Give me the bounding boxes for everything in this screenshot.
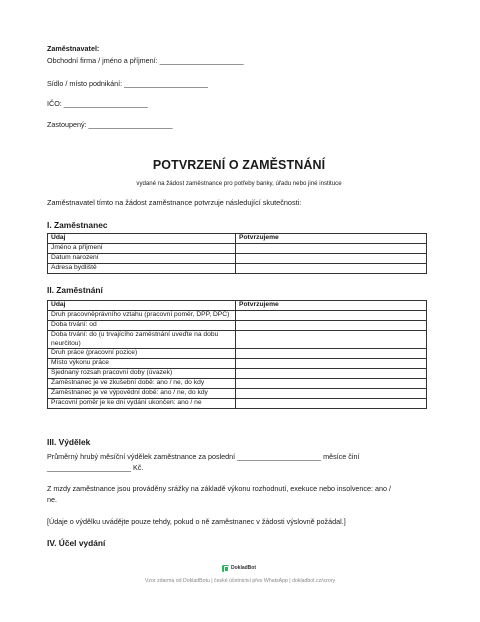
ico-line: IČO: _____________________ (47, 99, 148, 108)
row-value-cell (236, 331, 427, 349)
employee-table (47, 233, 427, 274)
row-label: Adresa bydliště (48, 264, 236, 274)
table-row (48, 349, 427, 359)
seat-line: Sídlo / místo podnikání: _____________________ (47, 79, 209, 88)
section-3-heading: III. Výdělek (47, 437, 91, 447)
table-row (48, 321, 427, 331)
row-value-cell (236, 389, 427, 399)
table-row (48, 264, 427, 274)
section-4-heading: IV. Účel vydání (47, 538, 106, 548)
column-header-field: Údaj (48, 234, 236, 244)
table-row (48, 389, 427, 399)
row-label: Druh práce (pracovní pozice) (48, 349, 236, 359)
row-label: Pracovní poměr je ke dni vydání ukončen: ano / ne (48, 399, 236, 409)
employer-label: Zaměstnavatel: (47, 44, 100, 53)
row-value-cell (236, 379, 427, 389)
brand-badge (222, 563, 256, 573)
company-name-line: Obchodní firma / jméno a příjmení: _____________________ (47, 56, 244, 65)
section-1-heading: I. Zaměstnanec (47, 220, 108, 230)
row-label: Doba trvání: od (48, 321, 236, 331)
brand-name: DokladBot (231, 565, 256, 571)
table-row (48, 331, 427, 349)
deductions-line-2: ne. (47, 495, 57, 504)
row-label: Jméno a příjmení (48, 244, 236, 254)
column-header-field: Údaj (48, 301, 236, 311)
row-value-cell (236, 254, 427, 264)
row-label: Místo výkonu práce (48, 359, 236, 369)
salary-line-2: _____________________ Kč. (47, 463, 144, 472)
row-label: Druh pracovněprávního vztahu (pracovní poměr, DPP, DPČ) (48, 311, 236, 321)
column-header-confirm: Potvrzujeme (236, 301, 427, 311)
table-row (48, 244, 427, 254)
salary-paragraph (47, 451, 431, 473)
row-label: Zaměstnanec je ve zkušební době: ano / ne, do kdy (48, 379, 236, 389)
table-row (48, 379, 427, 389)
salary-note: [Údaje o výdělku uvádějte pouze tehdy, pokud o ně zaměstnanec v žádosti výslovně požádal.] (47, 517, 346, 526)
row-value-cell (236, 311, 427, 321)
salary-line-1: Průměrný hrubý měsíční výdělek zaměstnance za poslední _____________________ měsíce činí (47, 452, 360, 461)
document-subtitle: vydané na žádost zaměstnance pro potřeby banky, úřadu nebo jiné instituce (136, 180, 342, 187)
represented-line: Zastoupený: _____________________ (47, 120, 173, 129)
table-row (48, 399, 427, 409)
row-label: Doba trvání: do (u trvajícího zaměstnání uveďte na dobu neurčitou) (48, 331, 236, 349)
table-row (48, 311, 427, 321)
row-value-cell (236, 399, 427, 409)
row-value-cell (236, 349, 427, 359)
row-value-cell (236, 369, 427, 379)
row-label: Sjednaný rozsah pracovní doby (úvazek) (48, 369, 236, 379)
row-label: Datum narození (48, 254, 236, 264)
footer-text: Vzor zdarma od DokladBotu | české účetnictví přes WhatsApp | dokladbot.cz/vzory (144, 578, 336, 584)
table-header-row (48, 301, 427, 311)
intro-text: Zaměstnavatel tímto na žádost zaměstnance potvrzuje následující skutečnosti: (47, 198, 302, 207)
table-header-row (48, 234, 427, 244)
deductions-paragraph (47, 483, 431, 505)
column-header-confirm: Potvrzujeme (236, 234, 427, 244)
row-value-cell (236, 244, 427, 254)
section-2-heading: II. Zaměstnání (47, 285, 103, 295)
employment-table (47, 300, 427, 409)
table-row (48, 369, 427, 379)
dokladbot-logo-icon (222, 565, 229, 572)
document-title: POTVRZENÍ O ZAMĚSTNÁNÍ (152, 158, 326, 172)
table-row (48, 254, 427, 264)
table-row (48, 359, 427, 369)
row-value-cell (236, 359, 427, 369)
row-label: Zaměstnanec je ve výpovědní době: ano / ne, do kdy (48, 389, 236, 399)
row-value-cell (236, 264, 427, 274)
deductions-line-1: Z mzdy zaměstnance jsou prováděny srážky na základě výkonu rozhodnutí, exekuce nebo insolvence: ano / (47, 484, 391, 493)
row-value-cell (236, 321, 427, 331)
